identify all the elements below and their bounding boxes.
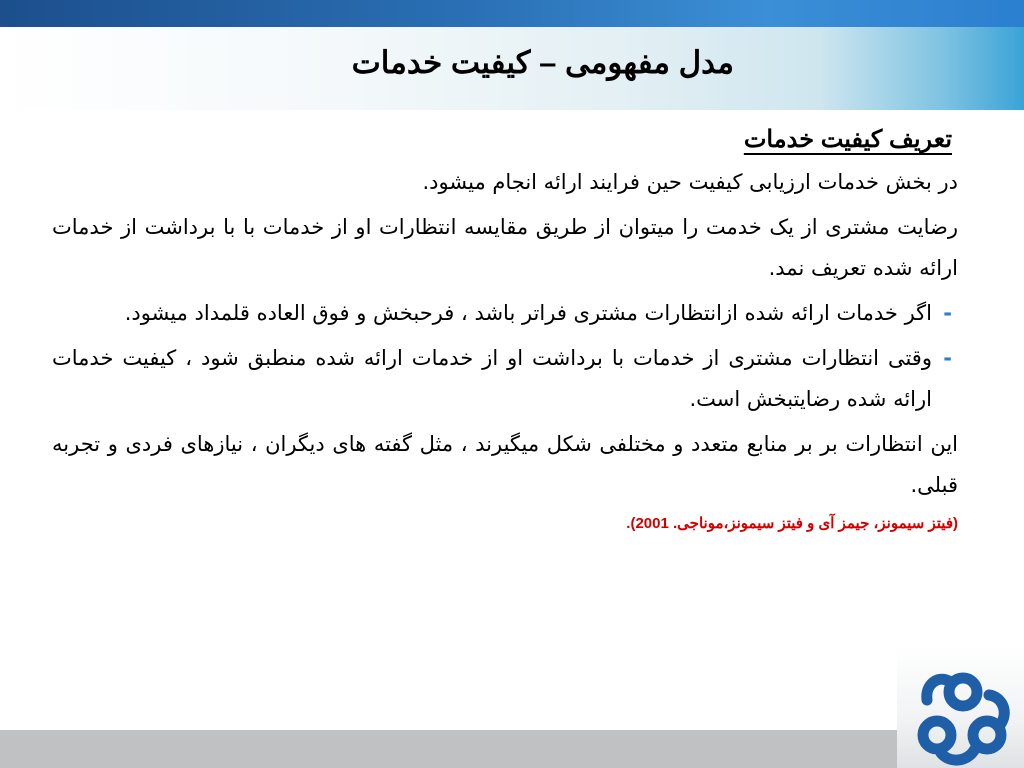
closing-paragraph: این انتظارات بر بر منابع متعدد و مختلفی شکل میگیرند ، مثل گفته های دیگران ، نیازهای فردی و تجربه قبلی.: [52, 432, 958, 497]
bullet-item: [52, 293, 958, 334]
section-subheading: تعریف کیفیت خدمات: [743, 126, 952, 153]
bullet-text: وقتی انتظارات مشتری از خدمات با برداشت او از خدمات ارائه شده منطبق شود ، کیفیت خدمات ارائه شده رضایتبخش است.: [52, 346, 932, 411]
bullet-item: [52, 338, 958, 420]
logo-box: [897, 645, 1024, 768]
bullet-dash-icon: -: [943, 301, 952, 325]
trefoil-logo-icon: [897, 645, 1024, 768]
paragraph: در بخش خدمات ارزیابی کیفیت حین فرایند ارائه انجام میشود.: [422, 170, 958, 194]
bullet-dash-icon: -: [943, 346, 952, 370]
slide-title: مدل مفهومی – کیفیت خدمات: [351, 45, 734, 80]
paragraph: رضایت مشتری از یک خدمت را میتوان از طریق مقایسه انتظارات او از خدمات با با برداشت از خدمات ارائه شده تعریف نمد.: [52, 215, 958, 280]
top-band: [0, 0, 1024, 27]
slide-content: [52, 118, 958, 538]
bottom-bar: [0, 730, 1024, 768]
bullet-text: اگر خدمات ارائه شده ازانتظارات مشتری فراتر باشد ، فرحبخش و فوق العاده قلمداد میشود.: [124, 301, 932, 325]
citation: (فیتز سیمونز، جیمز آی و فیتز سیمونز،موناجی. 2001).: [626, 515, 958, 532]
